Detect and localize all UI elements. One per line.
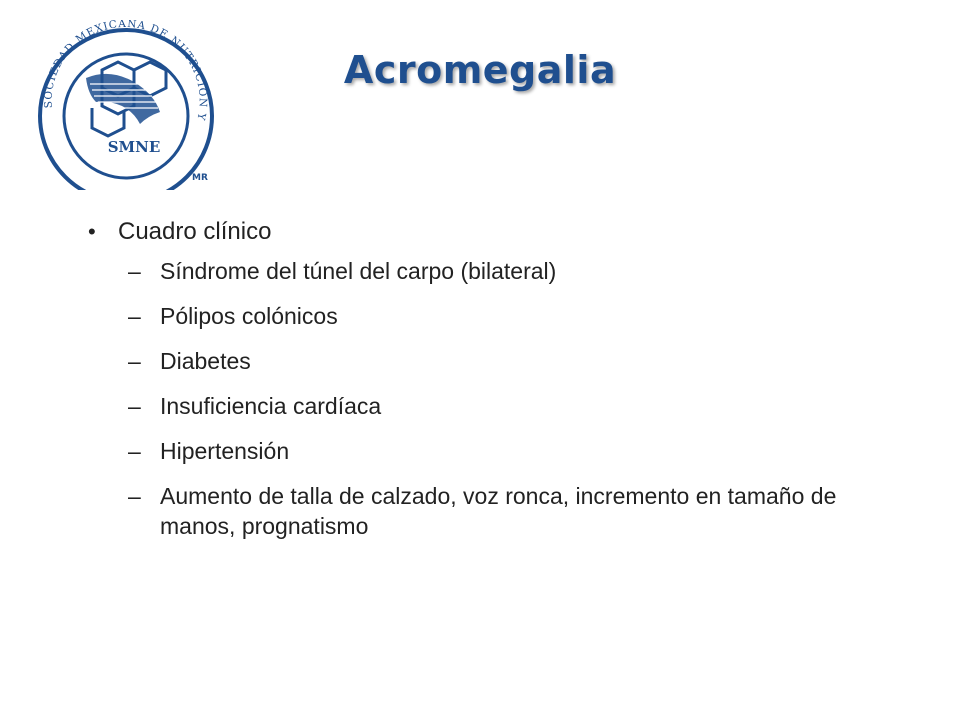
sub-item-text: Pólipos colónicos	[160, 303, 338, 329]
bullet-item	[88, 214, 888, 250]
sub-item-text: Aumento de talla de calzado, voz ronca, incremento en tamaño de manos, prognatismo	[160, 483, 837, 539]
sub-item	[128, 391, 888, 421]
bullet-icon: •	[88, 219, 96, 244]
smne-seal-icon	[30, 20, 220, 190]
dash-icon: –	[128, 393, 141, 419]
dash-icon: –	[128, 258, 141, 284]
sub-item	[128, 436, 888, 466]
slide-content	[88, 214, 888, 556]
dash-icon: –	[128, 303, 141, 329]
dash-icon: –	[128, 348, 141, 374]
dash-icon: –	[128, 483, 141, 509]
sub-list	[88, 256, 888, 541]
sub-item-text: Diabetes	[160, 348, 251, 374]
smne-logo	[30, 20, 220, 190]
sub-item-text: Síndrome del túnel del carpo (bilateral)	[160, 258, 557, 284]
sub-item-text: Insuficiencia cardíaca	[160, 393, 382, 419]
sub-item	[128, 301, 888, 331]
sub-item-text: Hipertensión	[160, 438, 290, 464]
dash-icon: –	[128, 438, 141, 464]
logo-abbreviation: SMNE	[107, 138, 161, 156]
sub-item	[128, 481, 888, 541]
logo-ring-text: SOCIEDAD MEXICANA DE NUTRICIÓN Y	[42, 20, 209, 123]
slide-title: Acromegalia	[343, 48, 617, 92]
bullet-label: Cuadro clínico	[118, 218, 272, 245]
sub-item	[128, 346, 888, 376]
sub-item	[128, 256, 888, 286]
logo-trademark: MR	[192, 173, 208, 183]
